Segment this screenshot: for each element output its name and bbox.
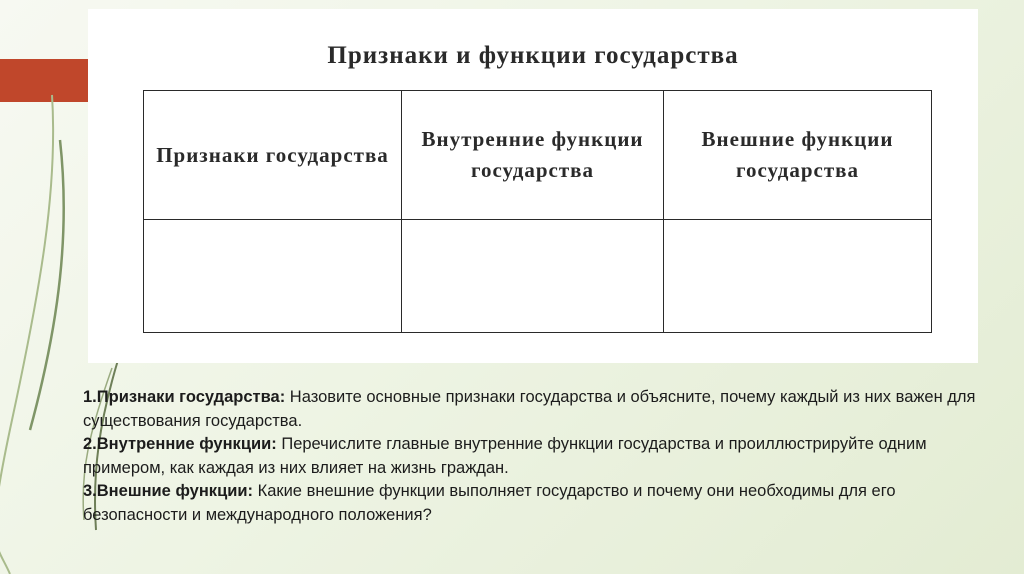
- header-signs: Признаки государства: [144, 91, 402, 220]
- task-label: 1.Признаки государства:: [83, 388, 286, 406]
- table-header-row: [144, 91, 932, 220]
- task-item: [83, 433, 988, 480]
- task-text: Назовите основные признаки государства и объясните, почему каждый из них важен для существования государства.: [83, 388, 976, 430]
- functions-table: [143, 90, 932, 333]
- header-internal-functions: Внутренние функции государства: [402, 91, 664, 220]
- task-label: 2.Внутренние функции:: [83, 435, 277, 453]
- task-text: Какие внешние функции выполняет государство и почему они необходимы для его безопасности и международного положения?: [83, 482, 896, 524]
- cell-external-functions: [664, 220, 932, 333]
- task-list: [83, 386, 988, 527]
- image-title: Признаки и функции государства: [327, 42, 739, 69]
- cell-signs: [144, 220, 402, 333]
- task-item: [83, 480, 988, 527]
- header-external-functions: Внешние функции государства: [664, 91, 932, 220]
- task-item: [83, 386, 988, 433]
- accent-bar-decoration: [0, 59, 88, 102]
- task-label: 3.Внешние функции:: [83, 482, 253, 500]
- task-text: Перечислите главные внутренние функции государства и проиллюстрируйте одним примером, как каждая из них влияет на жизнь граждан.: [83, 435, 927, 477]
- table-image: [88, 9, 978, 363]
- cell-internal-functions: [402, 220, 664, 333]
- table-row: [144, 220, 932, 333]
